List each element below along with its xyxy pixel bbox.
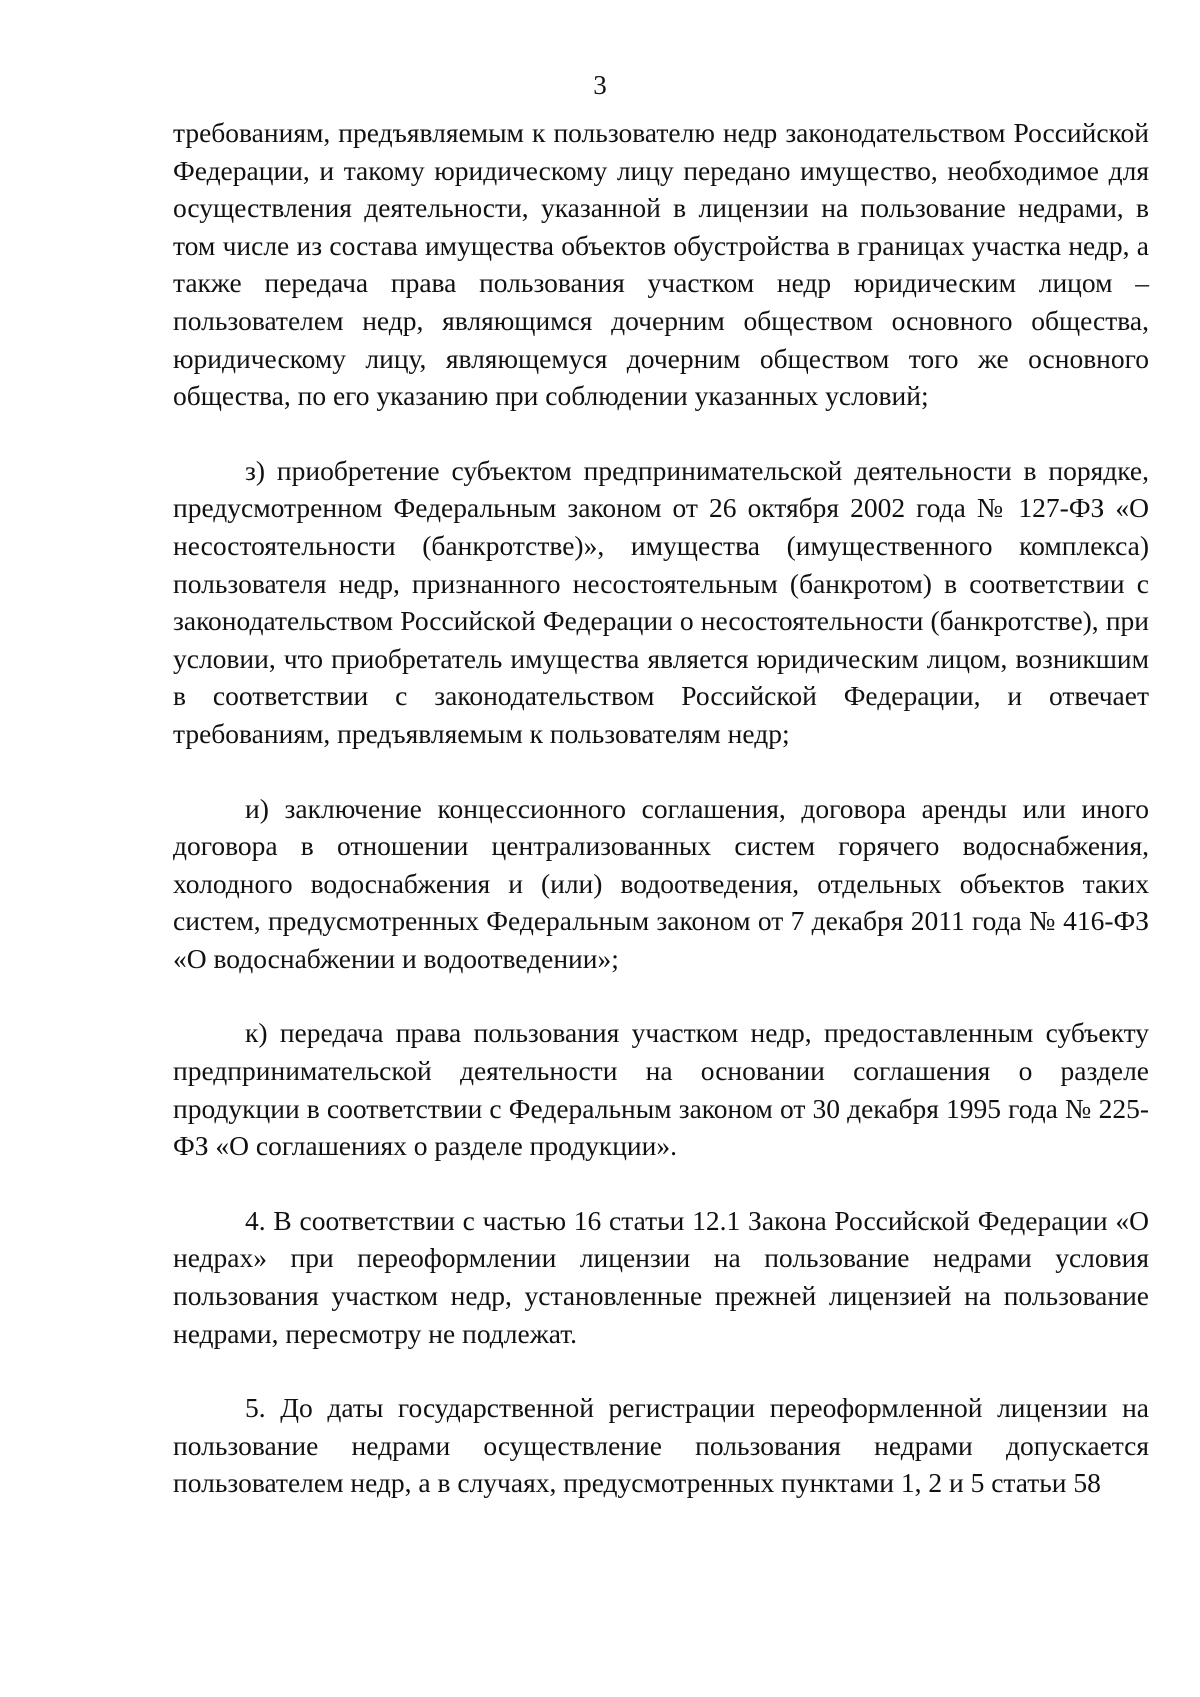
page-number: 3 <box>593 70 607 100</box>
paragraph-item-i: и) заключение концессионного соглашения, договора аренды или иного договора в отношении централизованных систем горячего водоснабжения, холодного водоснабжения и (или) водоотведения, отдельных объектов таких систем, предусмотренных Федеральным законом от 7 декабря 2011 года № 416-ФЗ «О водоснабжении и водоотведении»; <box>173 792 1149 974</box>
paragraph-continuation: требованиям, предъявляемым к пользователю недр законодательством Российской Федерации, и такому юридическому лицу передано имущество, необходимое для осуществления деятельности, указанной в лицензии на пользование недрами, в том числе из состава имущества объектов обустройства в границах участка недр, а также передача права пользования участком недр юридическим лицом – пользователем недр, являющимся дочерним обществом основного общества, юридическому лицу, являющемуся дочерним обществом того же основного общества, по его указанию при соблюдении указанных условий; <box>173 117 1149 412</box>
paragraph-point-5: 5. До даты государственной регистрации переоформленной лицензии на пользование недрами осуществление пользования недрами допускается пользователем недр, а в случаях, предусмотренных пунктами 1, 2 и 5 статьи 58 <box>173 1392 1149 1499</box>
paragraph-item-z: з) приобретение субъектом предпринимательской деятельности в порядке, предусмотренном Федеральным законом от 26 октября 2002 года № 127-ФЗ «О несостоятельности (банкротстве)», имущества (имущественного комплекса) пользователя недр, признанного несостоятельным (банкротом) в соответствии с законодательством Российской Федерации о несостоятельности (банкротстве), при условии, что приобретатель имущества является юридическим лицом, возникшим в соответствии с законодательством Российской Федерации, и отвечает требованиям, предъявляемым к пользователям недр; <box>173 454 1149 749</box>
paragraph-point-4: 4. В соответствии с частью 16 статьи 12.1 Закона Российской Федерации «О недрах» при переоформлении лицензии на пользование недрами условия пользования участком недр, установленные прежней лицензией на пользование недрами, пересмотру не подлежат. <box>173 1204 1149 1349</box>
paragraph-item-k: к) передача права пользования участком недр, предоставленным субъекту предпринимательской деятельности на основании соглашения о разделе продукции в соответствии с Федеральным законом от 30 декабря 1995 года № 225-ФЗ «О соглашениях о разделе продукции». <box>173 1017 1149 1162</box>
document-body <box>173 114 1149 1502</box>
